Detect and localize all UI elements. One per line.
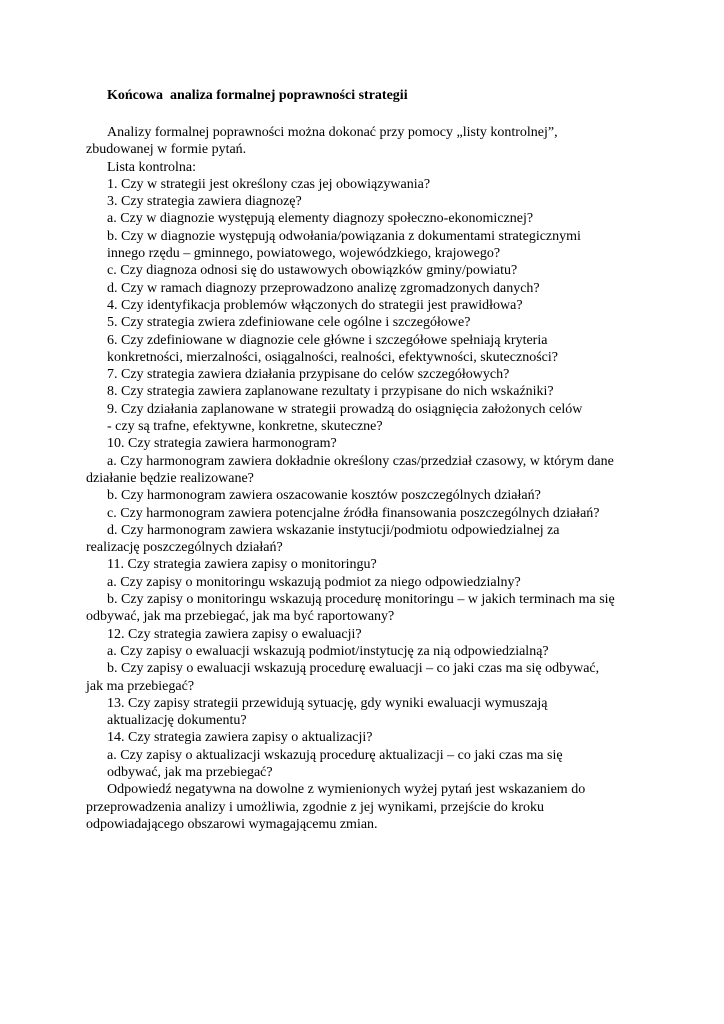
document-text-line: d. Czy w ramach diagnozy przeprowadzono analizę zgromadzonych danych? xyxy=(107,280,540,296)
document-text-line: Lista kontrolna: xyxy=(107,159,197,175)
document-text-line: - czy są trafne, efektywne, konkretne, skuteczne? xyxy=(107,419,383,435)
document-text-line: aktualizację dokumentu? xyxy=(107,713,247,729)
document-text-line: b. Czy zapisy o ewaluacji wskazują procedurę ewaluacji – co jaki czas ma się odbywać, xyxy=(107,661,600,677)
document-text-line: 3. Czy strategia zawiera diagnozę? xyxy=(107,194,302,210)
document-text-line: 12. Czy strategia zawiera zapisy o ewaluacji? xyxy=(107,626,362,642)
document-text-line: c. Czy diagnoza odnosi się do ustawowych obowiązków gminy/powiatu? xyxy=(107,263,518,279)
document-title: Końcowa analiza formalnej poprawności strategii xyxy=(107,88,408,103)
document-text-line: a. Czy harmonogram zawiera dokładnie określony czas/przedział czasowy, w którym dane xyxy=(107,453,614,469)
document-text-line: 7. Czy strategia zawiera działania przypisane do celów szczegółowych? xyxy=(107,367,510,383)
document-text-line: przeprowadzenia analizy i umożliwia, zgodnie z jej wynikami, przejście do kroku xyxy=(86,799,544,815)
document-text-line: innego rzędu – gminnego, powiatowego, wojewódzkiego, krajowego? xyxy=(107,246,501,262)
document-text-line: odbywać, jak ma przebiegać? xyxy=(107,764,273,780)
document-text-line: działanie będzie realizowane? xyxy=(86,470,254,486)
document-text-line: 11. Czy strategia zawiera zapisy o monitoringu? xyxy=(107,557,377,573)
document-text-line: realizację poszczególnych działań? xyxy=(86,540,283,556)
document-text-line: 1. Czy w strategii jest określony czas jej obowiązywania? xyxy=(107,176,431,192)
document-text-line: a. Czy zapisy o ewaluacji wskazują podmiot/instytucję za nią odpowiedzialną? xyxy=(107,643,549,659)
document-text-line: Analizy formalnej poprawności można dokonać przy pomocy „listy kontrolnej”, xyxy=(107,125,558,140)
document-text-line: zbudowanej w formie pytań. xyxy=(86,142,247,158)
document-text-line: b. Czy harmonogram zawiera oszacowanie kosztów poszczególnych działań? xyxy=(107,488,541,504)
document-text-line: a. Czy w diagnozie występują elementy diagnozy społeczno-ekonomicznej? xyxy=(107,211,534,227)
document-text-line: d. Czy harmonogram zawiera wskazanie instytucji/podmiotu odpowiedzialnej za xyxy=(107,522,560,538)
document-text-line: 8. Czy strategia zawiera zaplanowane rezultaty i przypisane do nich wskaźniki? xyxy=(107,384,554,400)
document-text-line: c. Czy harmonogram zawiera potencjalne źródła finansowania poszczególnych działań? xyxy=(107,505,600,521)
document-text-line: jak ma przebiegać? xyxy=(86,678,195,694)
document-text-line: odpowiadającego obszarowi wymagającemu zmian. xyxy=(86,816,378,832)
document-text-line: b. Czy w diagnozie występują odwołania/powiązania z dokumentami strategicznymi xyxy=(107,228,581,244)
document-text-line: odbywać, jak ma przebiegać, jak ma być raportowany? xyxy=(86,609,395,625)
document-text-line: 14. Czy strategia zawiera zapisy o aktualizacji? xyxy=(107,730,373,746)
document-text-line: 5. Czy strategia zwiera zdefiniowane cele ogólne i szczegółowe? xyxy=(107,315,471,331)
document-text-line: konkretności, mierzalności, osiągalności, realności, efektywności, skuteczności? xyxy=(107,349,558,365)
document-text-line: 10. Czy strategia zawiera harmonogram? xyxy=(107,436,337,452)
document-text-line: a. Czy zapisy o aktualizacji wskazują procedurę aktualizacji – co jaki czas ma się xyxy=(107,747,563,763)
document-text-line: b. Czy zapisy o monitoringu wskazują procedurę monitoringu – w jakich terminach ma się xyxy=(107,592,615,608)
document-text-line: 9. Czy działania zaplanowane w strategii prowadzą do osiągnięcia założonych celów xyxy=(107,401,583,417)
document-text-line: 6. Czy zdefiniowane w diagnozie cele główne i szczegółowe spełniają kryteria xyxy=(107,332,548,348)
document-text-line: 13. Czy zapisy strategii przewidują sytuację, gdy wyniki ewaluacji wymuszają xyxy=(107,695,548,711)
document-text-line: 4. Czy identyfikacja problemów włączonych do strategii jest prawidłowa? xyxy=(107,297,523,313)
document-body xyxy=(86,124,646,833)
document-text-line: Odpowiedź negatywna na dowolne z wymienionych wyżej pytań jest wskazaniem do xyxy=(107,782,586,798)
document-text-line: a. Czy zapisy o monitoringu wskazują podmiot za niego odpowiedzialny? xyxy=(107,574,521,590)
